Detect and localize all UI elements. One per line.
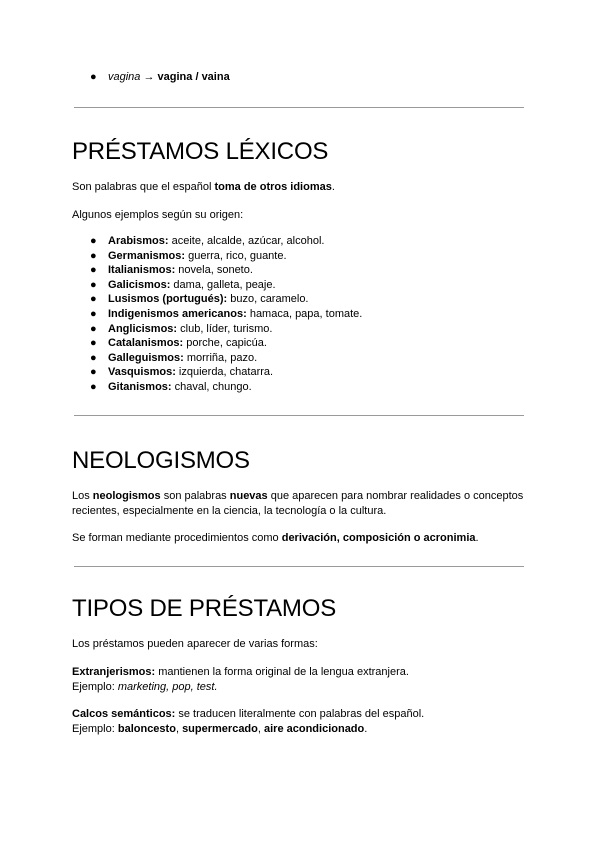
list-item — [72, 234, 542, 249]
text: Los — [72, 490, 93, 502]
text: son palabras — [160, 490, 230, 502]
text: . — [364, 722, 368, 735]
extranjerismos-paragraph — [72, 665, 532, 694]
text: , — [175, 722, 183, 735]
item-text: guerra, rico, guante. — [185, 249, 287, 262]
list-item — [72, 249, 542, 264]
bullet-dot: ● — [90, 293, 97, 306]
example-italic: vagina — [108, 71, 141, 83]
divider — [74, 107, 524, 108]
examples-intro: Algunos ejemplos según su origen: — [72, 209, 244, 221]
item-label: Germanismos: — [108, 249, 186, 262]
italic-examples: marketing, pop, test. — [117, 680, 218, 693]
intro-end: . — [331, 181, 335, 193]
item-label: Catalanismos: — [108, 337, 184, 350]
bold-label: Calcos semánticos: — [72, 708, 176, 720]
tipos-intro: Los préstamos pueden aparecer de varias formas: — [72, 638, 318, 650]
bullet-dot: ● — [90, 322, 97, 335]
heading-neologismos: NEOLOGISMOS — [72, 447, 250, 474]
item-text: morriña, pazo. — [183, 351, 258, 364]
prestamos-list — [72, 234, 542, 395]
text: recientes, especialmente en la ciencia, la tecnología o la cultura. — [72, 504, 387, 517]
bullet-dot: ● — [90, 71, 97, 83]
list-item — [72, 351, 542, 366]
bullet-dot: ● — [90, 307, 97, 320]
text: . — [475, 532, 479, 544]
text: que aparecen para nombrar realidades o conceptos — [267, 490, 524, 502]
item-label: Italianismos: — [108, 264, 176, 277]
item-label: Lusismos (portugués): — [108, 293, 228, 306]
bullet-dot: ● — [90, 264, 97, 277]
item-text: club, líder, turismo. — [177, 322, 273, 335]
item-text: izquierda, chatarra. — [175, 366, 274, 379]
bold-example: supermercado — [182, 722, 258, 735]
bullet-dot: ● — [90, 366, 97, 379]
heading-tipos-de-prestamos: TIPOS DE PRÉSTAMOS — [72, 595, 336, 622]
bold-text: nuevas — [229, 490, 268, 502]
heading-prestamos-lexicos: PRÉSTAMOS LÉXICOS — [72, 138, 329, 165]
item-label: Indigenismos americanos: — [108, 307, 247, 320]
bold-text: derivación, composición o acronimia — [281, 532, 476, 544]
neologismos-paragraph-1 — [72, 489, 532, 518]
item-label: Anglicismos: — [108, 322, 178, 335]
bullet-dot: ● — [90, 337, 97, 350]
item-label: Arabismos: — [108, 235, 169, 247]
bold-example: baloncesto — [117, 722, 176, 735]
list-item — [72, 70, 542, 85]
list-item — [72, 322, 542, 337]
list-item — [72, 263, 542, 278]
intro-text: Son palabras que el español — [72, 181, 215, 193]
example-bold: vagina / vaina — [157, 71, 230, 83]
bold-text: neologismos — [92, 490, 161, 502]
item-text: chaval, chungo. — [171, 380, 252, 393]
bullet-dot: ● — [90, 249, 97, 262]
divider — [74, 566, 524, 567]
list-item — [72, 292, 542, 307]
top-bullet-list — [72, 70, 542, 85]
prestamos-intro — [72, 180, 532, 195]
text: Ejemplo: — [72, 722, 118, 735]
neologismos-paragraph-2 — [72, 531, 532, 546]
text: Se forman mediante procedimientos como — [72, 532, 282, 544]
item-label: Gitanismos: — [108, 380, 172, 393]
item-text: buzo, caramelo. — [227, 293, 309, 306]
divider — [74, 415, 524, 416]
text: se traducen literalmente con palabras del español. — [175, 708, 425, 720]
item-label: Galleguismos: — [108, 351, 184, 364]
list-item — [72, 278, 542, 293]
bullet-dot: ● — [90, 351, 97, 364]
list-item — [72, 336, 542, 351]
item-label: Galicismos: — [108, 278, 171, 291]
text: Ejemplo: — [72, 680, 118, 693]
bullet-dot: ● — [90, 278, 97, 291]
bullet-dot: ● — [90, 380, 97, 393]
arrow-text: → — [140, 71, 158, 83]
list-item — [72, 380, 542, 395]
item-text: porche, capicúa. — [183, 337, 267, 350]
bold-label: Extranjerismos: — [72, 666, 156, 678]
calcos-paragraph — [72, 707, 532, 736]
item-text: dama, galleta, peaje. — [170, 278, 276, 291]
bold-example: aire acondicionado — [264, 722, 365, 735]
item-label: Vasquismos: — [108, 366, 176, 379]
bullet-dot: ● — [90, 235, 97, 247]
item-text: aceite, alcalde, azúcar, alcohol. — [168, 235, 325, 247]
list-item — [72, 307, 542, 322]
text: mantienen la forma original de la lengua extranjera. — [155, 666, 409, 678]
item-text: novela, soneto. — [175, 264, 253, 277]
item-text: hamaca, papa, tomate. — [246, 307, 363, 320]
list-item — [72, 365, 542, 380]
text: , — [257, 722, 264, 735]
intro-bold: toma de otros idiomas — [214, 181, 332, 193]
